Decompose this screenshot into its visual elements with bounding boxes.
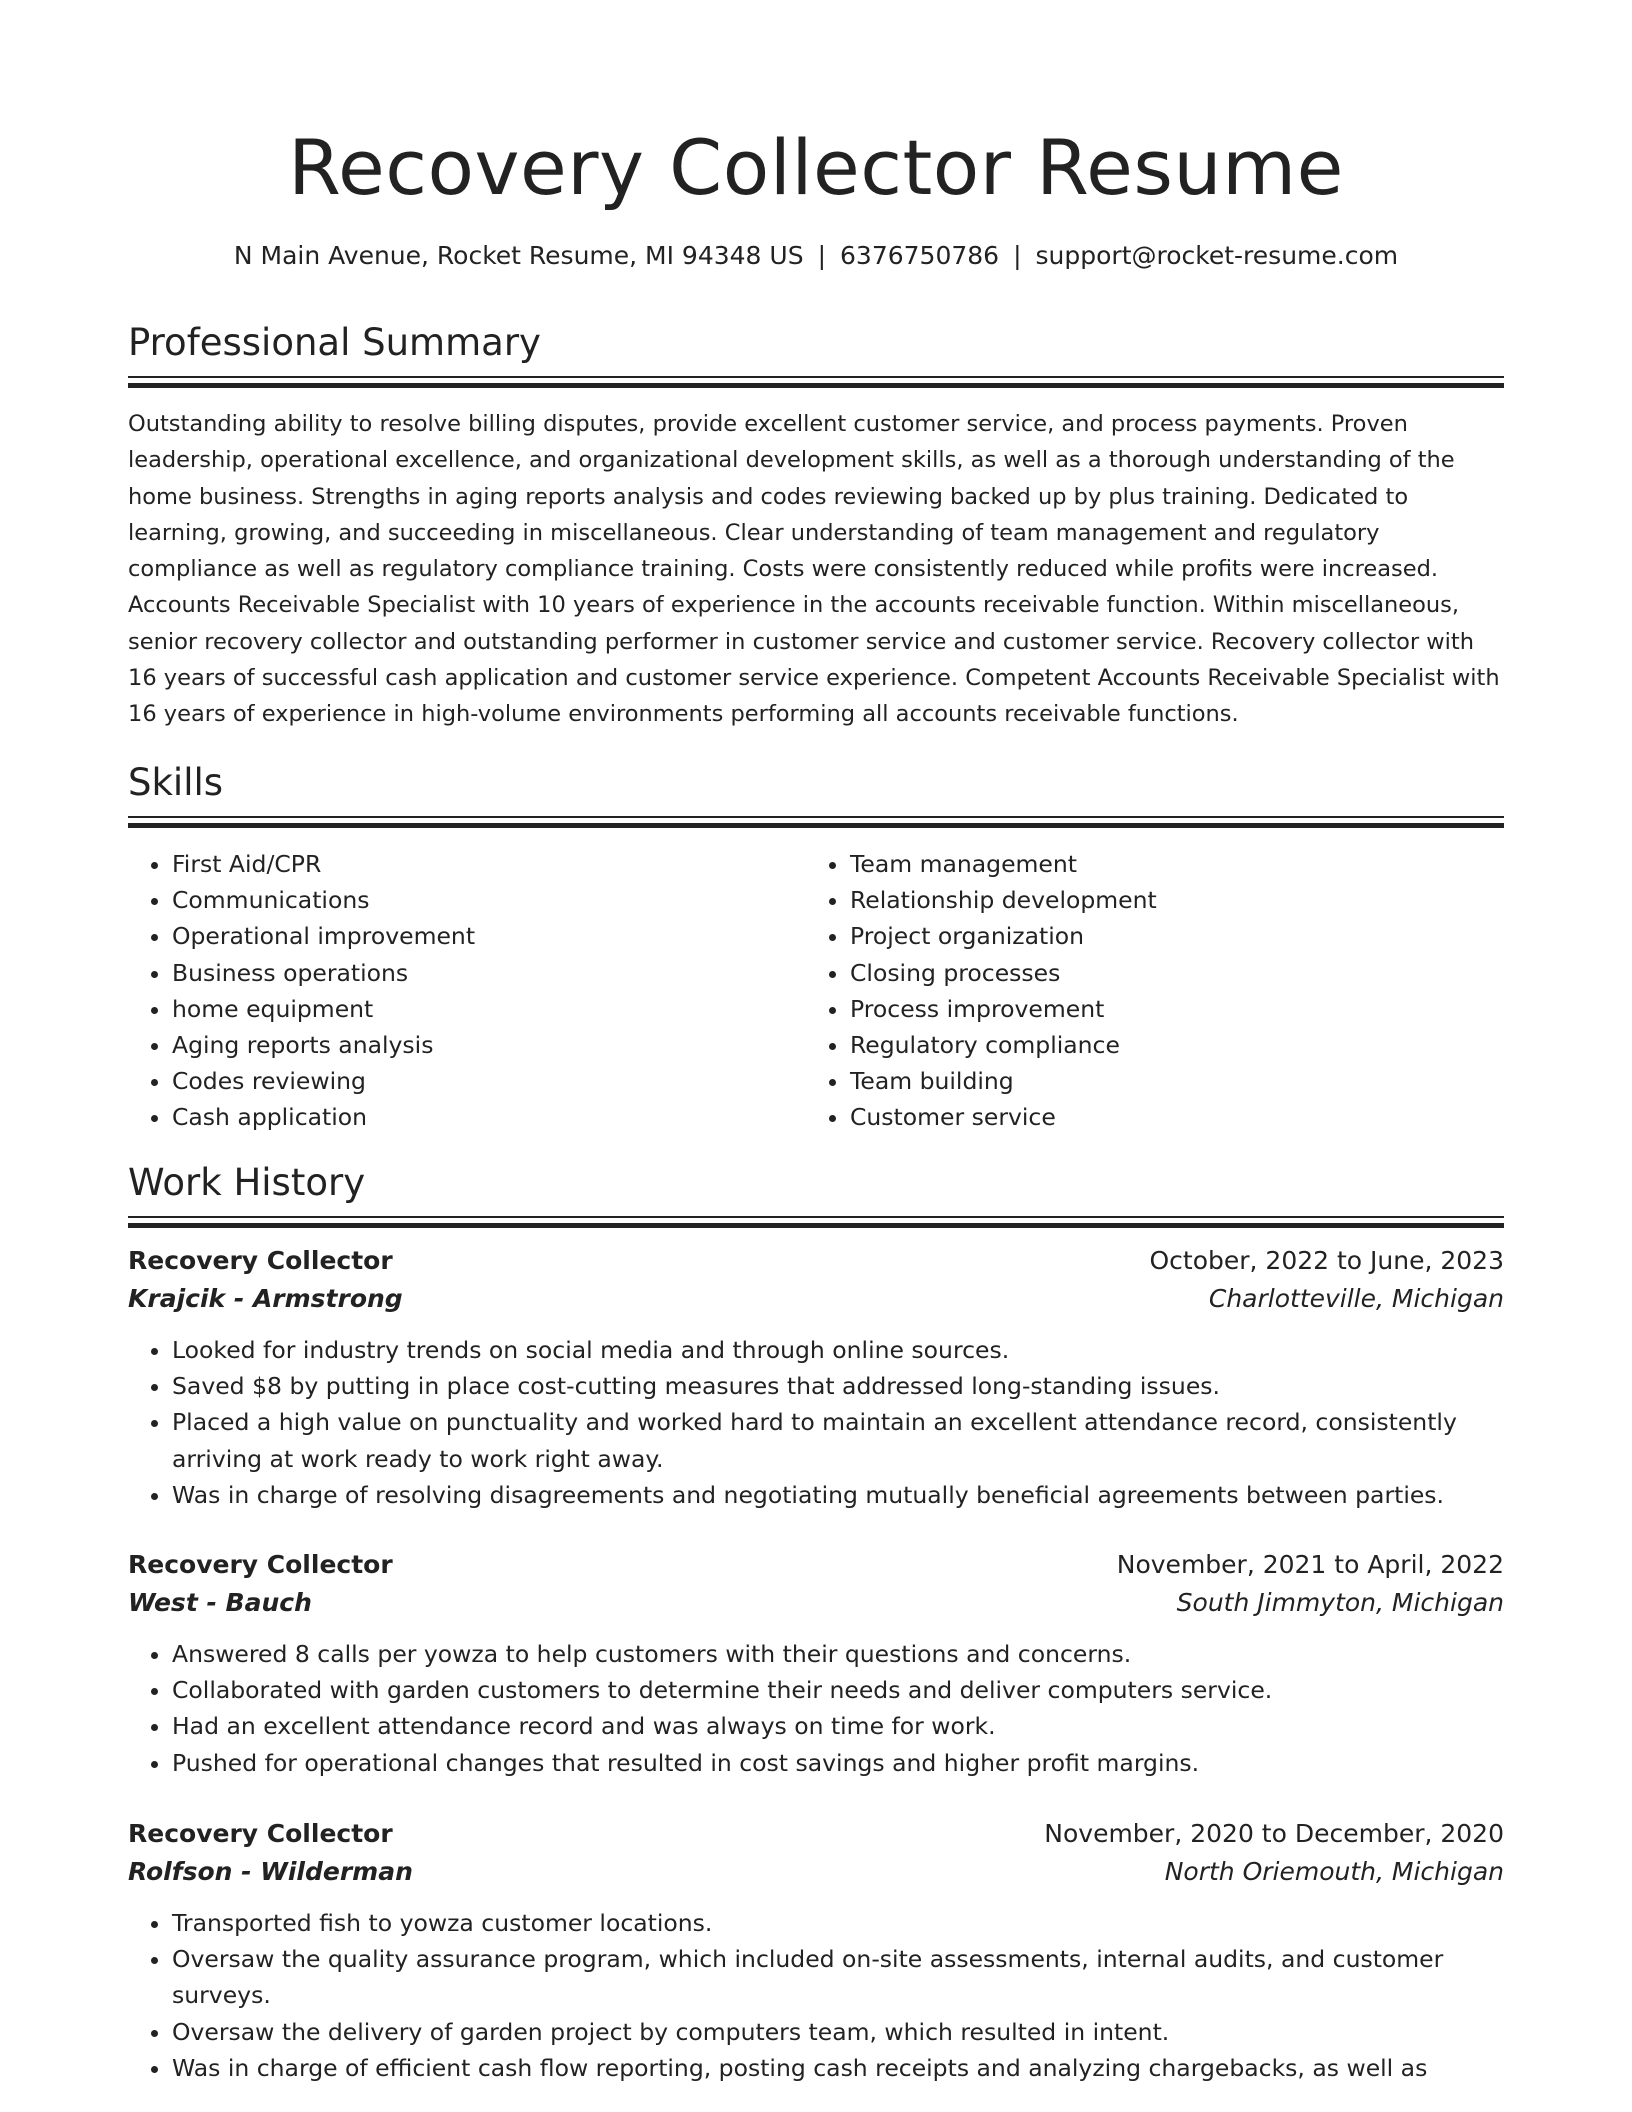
job-dates: November, 2021 to April, 2022 [1116, 1550, 1504, 1579]
skill-item: • Communications [172, 882, 812, 918]
job-company: Krajcik - Armstrong [128, 1284, 403, 1313]
skill-item: • Team management [850, 846, 1490, 882]
job-bullet: • Looked for industry trends on social media and through online sources. [172, 1332, 1504, 1368]
skill-item: • Cash application [172, 1099, 812, 1135]
skill-item: • Business operations [172, 955, 812, 991]
summary-paragraph: Outstanding ability to resolve billing disputes, provide excellent customer service, and process payments. Proven leadership, operational excellence, and organizational development skills, as well as a thorough understanding of the home business. Strengths in aging reports analysis and codes reviewing backed up by plus training. Dedicated to learning, growing, and succeeding in miscellaneous. Clear understanding of team management and regulatory compliance as well as regulatory compliance training. Costs were consistently reduced while profits were increased. Accounts Receivable Specialist with 10 years of experience in the accounts receivable function. Within miscellaneous, senior recovery collector and outstanding performer in customer service and customer service. Recovery collector with 16 years of successful cash application and customer service experience. Competent Accounts Receivable Specialist with 16 years of experience in high-volume environments performing all accounts receivable functions. [128, 411, 1500, 728]
job-title-row [128, 1242, 1504, 1280]
job-bullet: • Collaborated with garden customers to determine their needs and deliver computers service. [172, 1672, 1504, 1708]
section-divider [128, 816, 1504, 828]
job-bullet: • Was in charge of efficient cash flow reporting, posting cash receipts and analyzing chargebacks, as well as [172, 2050, 1504, 2086]
job-bullet: • Transported fish to yowza customer locations. [172, 1905, 1504, 1941]
contact-line [128, 238, 1504, 274]
skill-item: • Closing processes [850, 955, 1490, 991]
job-bullets [128, 1636, 1504, 1781]
section-skills-header [128, 758, 1504, 808]
job-company-row [128, 1853, 1504, 1891]
job-company: West - Bauch [128, 1588, 312, 1617]
job-company: Rolfson - Wilderman [128, 1857, 413, 1886]
skill-item: • Codes reviewing [172, 1063, 812, 1099]
job-bullet: • Pushed for operational changes that resulted in cost savings and higher profit margins. [172, 1745, 1504, 1781]
job-title: Recovery Collector [128, 1550, 393, 1579]
job-company-row [128, 1584, 1504, 1622]
job-bullet: • Had an excellent attendance record and was always on time for work. [172, 1708, 1504, 1744]
page-title: Recovery Collector Resume [288, 123, 1344, 212]
section-summary-header [128, 318, 1504, 368]
skill-item: • Customer service [850, 1099, 1490, 1135]
section-divider [128, 1216, 1504, 1228]
job-bullet: • Oversaw the delivery of garden project by computers team, which resulted in intent. [172, 2014, 1504, 2050]
skill-item: • home equipment [172, 991, 812, 1027]
divider-thin-line [128, 816, 1504, 818]
job-location: South Jimmyton, Michigan [1176, 1588, 1504, 1617]
job-title: Recovery Collector [128, 1246, 393, 1275]
section-title-summary: Professional Summary [128, 321, 541, 364]
job-title-row [128, 1815, 1504, 1853]
section-work-header [128, 1158, 1504, 1208]
divider-thick-line [128, 823, 1504, 828]
skill-item: • Relationship development [850, 882, 1490, 918]
contact-phone: 6376750786 [840, 241, 1000, 270]
job-title-row [128, 1546, 1504, 1584]
job-bullet: • Answered 8 calls per yowza to help customers with their questions and concerns. [172, 1636, 1504, 1672]
contact-separator: | [1013, 241, 1022, 270]
divider-thin-line [128, 376, 1504, 378]
job-title: Recovery Collector [128, 1819, 393, 1848]
section-title-work: Work History [128, 1161, 366, 1204]
skill-item: • Team building [850, 1063, 1490, 1099]
job-entry [128, 1242, 1504, 1513]
job-bullet: • Was in charge of resolving disagreements and negotiating mutually beneficial agreements between parties. [172, 1477, 1504, 1513]
section-divider [128, 376, 1504, 388]
skill-item: • First Aid/CPR [172, 846, 812, 882]
skill-item: • Project organization [850, 918, 1490, 954]
contact-address: N Main Avenue, Rocket Resume, MI 94348 US [233, 241, 804, 270]
skill-item: • Aging reports analysis [172, 1027, 812, 1063]
job-location: Charlotteville, Michigan [1208, 1284, 1504, 1313]
job-dates: October, 2022 to June, 2023 [1149, 1246, 1504, 1275]
job-bullets [128, 1332, 1504, 1513]
job-bullets [128, 1905, 1504, 2086]
skills-column-left [128, 846, 812, 1136]
job-entry [128, 1815, 1504, 2086]
skill-item: • Operational improvement [172, 918, 812, 954]
job-bullet: • Saved $8 by putting in place cost-cutting measures that addressed long-standing issues. [172, 1368, 1504, 1404]
skill-item: • Process improvement [850, 991, 1490, 1027]
job-company-row [128, 1280, 1504, 1318]
job-bullet: • Placed a high value on punctuality and worked hard to maintain an excellent attendance record, consistently arriving at work ready to work right away. [172, 1404, 1504, 1476]
section-title-skills: Skills [128, 761, 224, 804]
skill-item: • Regulatory compliance [850, 1027, 1490, 1063]
job-dates: November, 2020 to December, 2020 [1044, 1819, 1504, 1848]
contact-email: support@rocket-resume.com [1035, 241, 1399, 270]
job-location: North Oriemouth, Michigan [1164, 1857, 1504, 1886]
job-bullet: • Oversaw the quality assurance program, which included on-site assessments, internal audits, and customer surveys. [172, 1941, 1504, 2013]
divider-thick-line [128, 383, 1504, 388]
job-entry [128, 1546, 1504, 1781]
divider-thin-line [128, 1216, 1504, 1218]
contact-separator: | [817, 241, 827, 270]
skills-column-right [806, 846, 1490, 1136]
divider-thick-line [128, 1223, 1504, 1228]
